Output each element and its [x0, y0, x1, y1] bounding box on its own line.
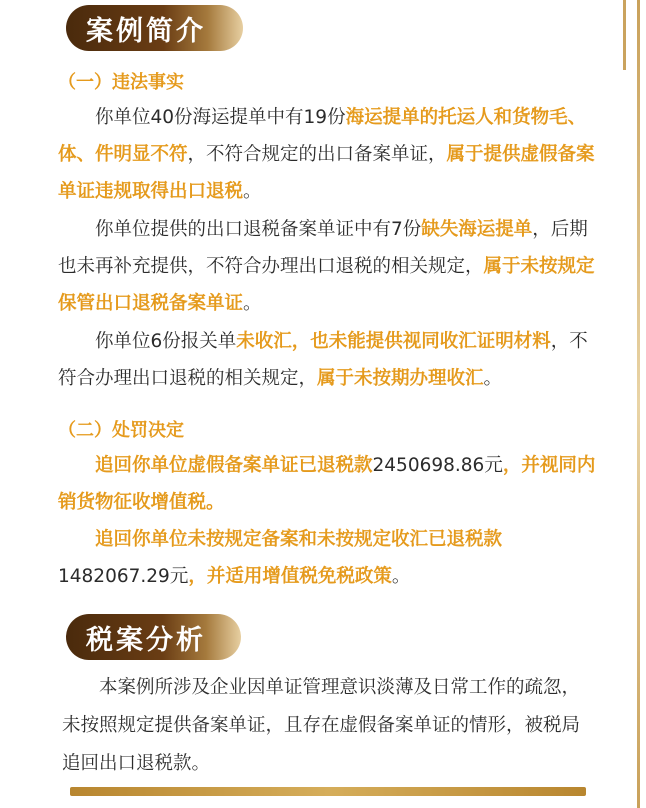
- paragraph-violation-1: 你单位40份海运提单中有19份海运提单的托运人和货物毛、体、件明显不符，不符合规定的出口备案单证，属于提供虚假备案单证违规取得出口退税。: [58, 107, 595, 202]
- paragraph-penalty-1: 追回你单位虚假备案单证已退税款2450698.86元，并视同内销货物征收增值税。: [58, 455, 596, 513]
- section-title-text: 税案分析: [86, 624, 206, 656]
- subheading-penalty-decision: （二）处罚决定: [58, 420, 184, 441]
- footer-divider: [70, 787, 586, 796]
- paragraph-analysis: 本案例所涉及企业因单证管理意识淡薄及日常工作的疏忽，未按照规定提供备案单证，且存在虚假备案单证的情形，被税局追回出口退税款。: [62, 677, 581, 774]
- section-title-tax-analysis: [66, 614, 241, 660]
- subheading-violation-facts: （一）违法事实: [58, 72, 184, 93]
- decorative-frame-line: [637, 0, 640, 808]
- paragraph-violation-3: 你单位6份报关单未收汇，也未能提供视同收汇证明材料，不符合办理出口退税的相关规定，属于未按期办理收汇。: [58, 331, 588, 389]
- section-title-case-intro: [66, 5, 243, 51]
- paragraph-violation-2: 你单位提供的出口退税备案单证中有7份缺失海运提单，后期也未再补充提供，不符合办理出口退税的相关规定，属于未按规定保管出口退税备案单证。: [58, 219, 595, 314]
- section-title-text: 案例简介: [86, 15, 206, 47]
- paragraph-penalty-2: 追回你单位未按规定备案和未按规定收汇已退税款1482067.29元，并适用增值税免税政策。: [58, 529, 503, 587]
